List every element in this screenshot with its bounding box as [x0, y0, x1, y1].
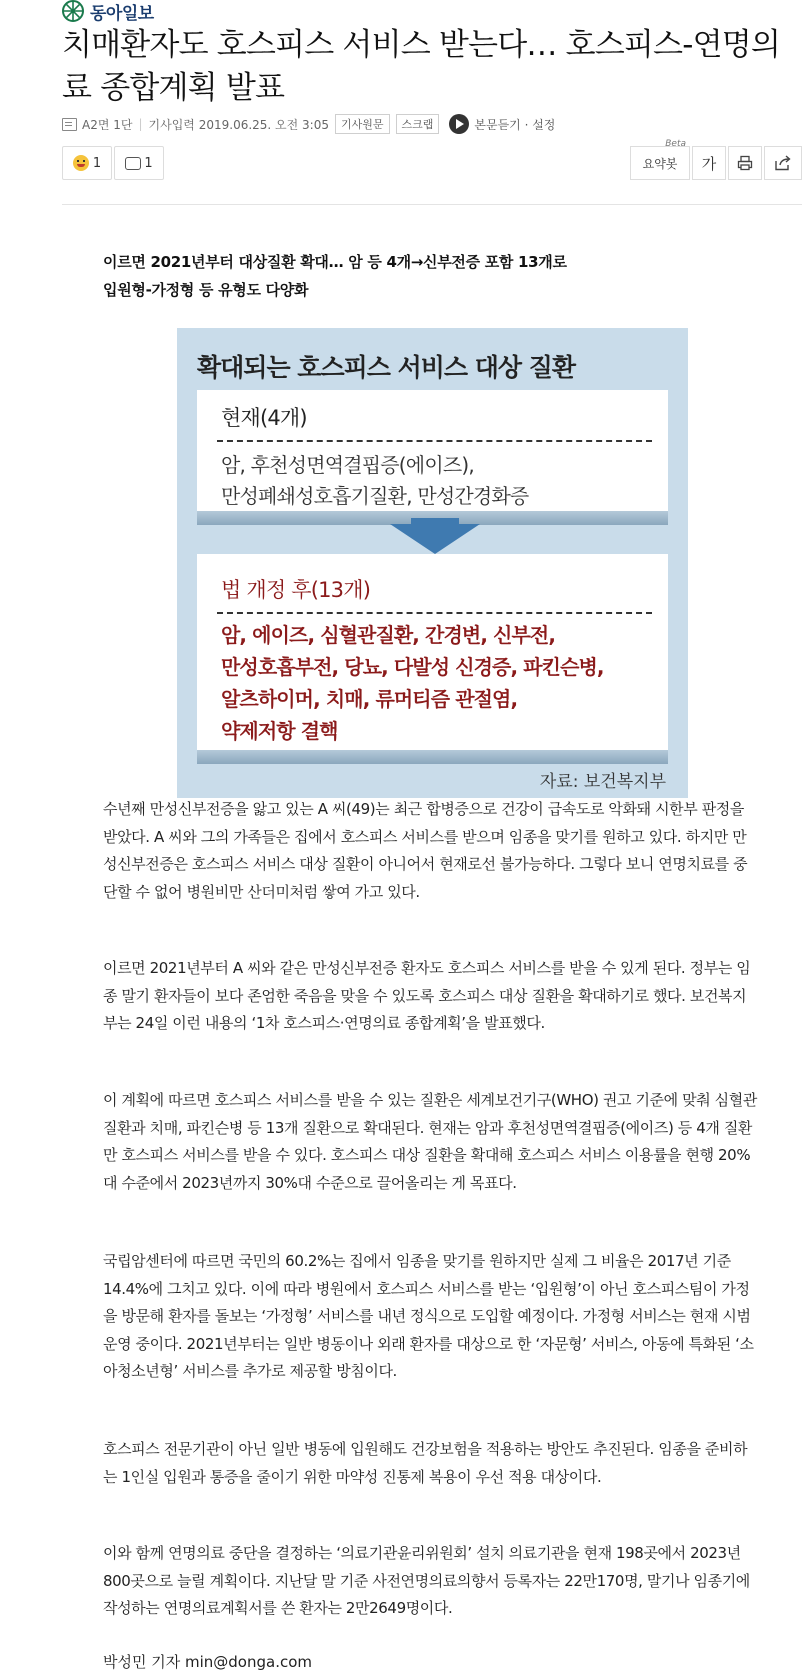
- dashed-divider: [217, 612, 652, 614]
- article-paragraph: 이르면 2021년부터 A 씨와 같은 만성신부전증 환자도 호스피스 서비스를 받을 수 있게 된다. 정부는 임종 말기 환자들이 보다 존엄한 죽음을 맞을 수 있도록 호스피스 대상 질환을 확대하기로 했다. 보건복지부는 24일 이런 내용의 ‘1차 호스피스·연명의료 종합계획’을 발표했다.: [103, 959, 751, 1032]
- reporter-byline: 박성민 기자 min@donga.com: [103, 1653, 312, 1671]
- after-line-1: 암, 에이즈, 심혈관질환, 간경변, 신부전,: [221, 623, 556, 647]
- current-line-1: 암, 후천성면역결핍증(에이즈),: [221, 453, 474, 477]
- infographic-source: 자료: 보건복지부: [539, 772, 666, 792]
- header-divider: [62, 204, 802, 205]
- like-count: 1: [92, 155, 102, 171]
- masthead-logo[interactable]: [62, 0, 154, 22]
- listen-button[interactable]: [449, 114, 555, 134]
- like-reaction-button[interactable]: [62, 146, 112, 180]
- smiley-icon: [73, 155, 89, 171]
- article-meta: [62, 114, 555, 134]
- original-article-button[interactable]: 기사원문: [335, 114, 390, 134]
- summary-line-1: 이르면 2021년부터 대상질환 확대… 암 등 4개→신부전증 포함 13개로: [103, 253, 567, 271]
- print-button[interactable]: [728, 146, 762, 180]
- article-paragraph: 호스피스 전문기관이 아닌 일반 병동에 입원해도 건강보험을 적용하는 방안도 추진된다. 임종을 준비하는 1인실 입원과 통증을 줄이기 위한 마약성 진통제 복용이 우선 적용 대상이다.: [103, 1440, 748, 1486]
- after-label: 법 개정 후(13개): [221, 578, 371, 602]
- comment-count: 1: [144, 155, 153, 171]
- meta-separator: |: [138, 117, 143, 131]
- article-paragraph: 국립암센터에 따르면 국민의 60.2%는 집에서 임종을 맞기를 원하지만 실제 그 비율은 2017년 기준 14.4%에 그치고 있다. 이에 따라 병원에서 호스피스 서비스를 받는 ‘입원형’이 아닌 호스피스팀이 가정을 방문해 환자를 돌보는 ‘가정형’ 서비스를 내년 정식으로 도입할 예정이다. 가정형 서비스는 현재 시범 운영 중이다. 2021년부터는 일반 병동이나 외래 환자를 대상으로 한 ‘자문형’ 서비스, 아동에 특화된 ‘소아청소년형’ 서비스를 추가로 제공할 방침이다.: [103, 1252, 754, 1380]
- summary-bot-label: 요약봇: [642, 156, 678, 171]
- comment-bubble-icon: [125, 157, 141, 170]
- newspaper-page-icon: [62, 118, 77, 131]
- listen-label: 본문듣기 · 설정: [474, 117, 556, 132]
- share-button[interactable]: [764, 146, 802, 180]
- font-size-label: 가: [701, 154, 717, 173]
- beta-badge: Beta: [665, 139, 686, 149]
- infographic-title: 확대되는 호스피스 서비스 대상 질환: [197, 353, 576, 382]
- box-shade: [197, 750, 668, 764]
- article-summary: [103, 248, 703, 304]
- article-headline: 치매환자도 호스피스 서비스 받는다… 호스피스-연명의료 종합계획 발표: [62, 27, 781, 106]
- after-line-2: 만성호흡부전, 당뇨, 다발성 신경증, 파킨슨병,: [221, 655, 604, 679]
- donga-emblem-icon: [62, 0, 84, 22]
- down-arrow-icon: [390, 524, 480, 554]
- published-time: 기사입력 2019.06.25. 오전 3:05: [148, 117, 329, 132]
- dashed-divider: [217, 440, 652, 442]
- expanded-diseases-box: [197, 554, 668, 764]
- infographic: [177, 328, 688, 798]
- masthead-name: 동아일보: [90, 3, 154, 24]
- article-paragraph: 이 계획에 따르면 호스피스 서비스를 받을 수 있는 질환은 세계보건기구(WHO) 권고 기준에 맞춰 심혈관 질환과 치매, 파킨슨병 등 13개 질환으로 확대된다. 현재는 암과 후천성면역결핍증(에이즈) 등 4개 질환만 호스피스 서비스를 받을 수 있다. 호스피스 대상 질환을 확대해 호스피스 서비스 이용률을 현행 20%대 수준에서 2023년까지 30%대 수준으로 끌어올리는 게 목표다.: [103, 1091, 757, 1192]
- article-paragraph: 이와 함께 연명의료 중단을 결정하는 ‘의료기관윤리위원회’ 설치 의료기관을 현재 198곳에서 2023년 800곳으로 늘릴 계획이다. 지난달 말 기준 사전연명의료의향서 등록자는 22만170명, 말기나 임종기에 작성하는 연명의료계획서를 쓴 환자는 2만2649명이다.: [103, 1544, 750, 1617]
- summary-line-2: 입원형-가정형 등 유형도 다양화: [103, 281, 309, 299]
- current-label: 현재(4개): [221, 406, 307, 430]
- after-line-4: 약제저항 결핵: [221, 719, 338, 743]
- after-line-3: 알츠하이머, 치매, 류머티즘 관절염,: [221, 687, 518, 711]
- expanded-diseases: [221, 619, 604, 747]
- current-diseases: [221, 450, 528, 512]
- listen-play-icon: [449, 114, 469, 134]
- page-info: A2면 1단: [82, 117, 133, 132]
- share-icon: [774, 155, 792, 171]
- current-diseases-box: [197, 390, 668, 525]
- summary-bot-button[interactable]: [630, 139, 690, 180]
- article-paragraph: 수년째 만성신부전증을 앓고 있는 A 씨(49)는 최근 합병증으로 건강이 급속도로 악화돼 시한부 판정을 받았다. A 씨와 그의 가족들은 집에서 호스피스 서비스를 받으며 임종을 맞기를 원하고 있다. 하지만 만성신부전증은 호스피스 서비스 대상 질환이 아니어서 현재로선 불가능하다. 그렇다 보니 연명치료를 중단할 수 없어 병원비만 산더미처럼 쌓여 가고 있다.: [103, 800, 748, 901]
- printer-icon: [737, 155, 753, 171]
- scrap-button[interactable]: 스크랩: [396, 114, 440, 134]
- font-size-button[interactable]: [692, 146, 726, 180]
- comment-button[interactable]: [114, 146, 164, 180]
- current-line-2: 만성폐쇄성호흡기질환, 만성간경화증: [221, 484, 529, 508]
